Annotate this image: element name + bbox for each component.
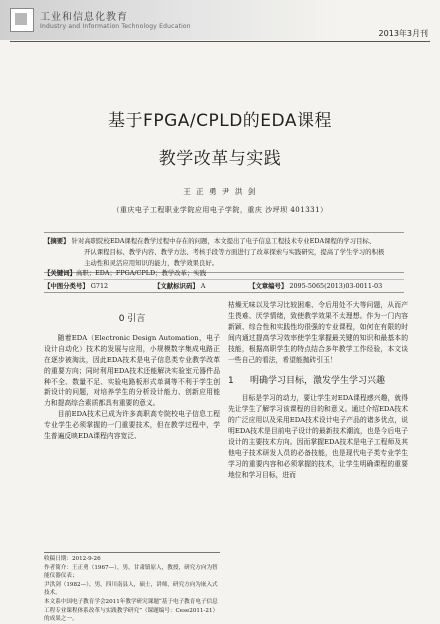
doc-code-label: 【文献标识码】 <box>154 282 199 290</box>
abstract-line: 开认课程目标、教学内容、教学方法、考核手段等方面进行了改革探索与实践研究，提高了学生学习的积极 <box>84 248 385 256</box>
right-column <box>228 300 408 481</box>
keywords <box>44 268 404 280</box>
keywords-text: 高职；EDA；FPGA/CPLD；教学改革；实践 <box>75 269 207 277</box>
journal-logo <box>10 8 34 32</box>
footnote-line: 作者简介：王正勇（1967—），男，甘肃镇原人，教授，研究方向为智能仪器仪表； <box>44 564 218 580</box>
issue-date: 2013年3月刊 <box>378 29 428 38</box>
footnote-line: 收稿日期：2012-9-26 <box>44 556 101 562</box>
header-divider <box>10 41 430 42</box>
paragraph: 目前EDA技术已成为许多高职高专院校电子信息工程专业学生必须掌握的一门重要技术，但在教学过程中，学生普遍反映EDA课程内容宽泛、 <box>44 410 220 441</box>
journal-name: 工业和信息化教育 <box>40 12 128 23</box>
left-column <box>44 300 220 442</box>
footnote <box>44 552 220 624</box>
section-heading-intro: 0 引言 <box>118 314 146 324</box>
paper-title-line1: 基于FPGA/CPLD的EDA课程 <box>108 111 332 131</box>
keywords-label: 【关键词】 <box>44 269 76 277</box>
cls-value: G712 <box>90 282 109 290</box>
article-id-value: 2095-5065(2013)03-0011-03 <box>289 282 383 290</box>
paragraph: 随着EDA（Electronic Design Automation，电子设计自动化）技术的发展与应用，小规模数字集成电路正在逐步被淘汰，因此EDA技术是电子信息类专业教学改革的重要方向；同时利用EDA技术还能解决实验室元器件品种不全、数量不足、实验电路板形式单调等不利于学生创新设计的问题，对培养学生的分析设计能力、创新应用能力和提高综合素质都具有重要的意义。 <box>44 333 220 408</box>
abstract <box>44 232 404 273</box>
journal-english-name: Industry and Information Technology Education <box>40 23 191 30</box>
doc-code-value: A <box>200 282 206 290</box>
affiliation: （重庆电子工程职业学院应用电子学院，重庆 沙坪坝 401331） <box>112 206 328 214</box>
classification-row <box>44 281 404 293</box>
footnote-line: 本文系中国电子教育学会2011年教学研究课题“基于电子教育电子信息工程专业课程体系改革与实践教学研究”（课题编号：Cese2011-21）的成果之一。 <box>44 598 219 623</box>
abstract-line: 主动性和灵活应用知识的能力，教学效果良好。 <box>84 259 219 267</box>
section-heading-1 <box>228 375 408 387</box>
section-number: 1 <box>228 376 234 387</box>
abstract-line: 针对高职院校EDA课程在教学过程中存在的问题，本文提出了电子信息工程技术专业EDA课程的学习目标、 <box>71 237 376 245</box>
abstract-label: 【摘要】 <box>44 237 70 245</box>
journal-header <box>0 0 440 44</box>
footnote-line: 尹洪剑（1982—），男，四川南县人，硕士，讲师，研究方向为嵌入式技术。 <box>44 581 218 597</box>
paragraph: 枯燥无味以及学习比较困难、令后用处不大等问题，从而产生畏难、厌学情绪，致使教学效果不太理想。作为一门内容新颖、综合性和实践性均很强的专业课程，如何在有限的时间内通过提高学习效率使学生掌握最关键的知识和最基本的技能，根据高职学生的特点结合多年教学工作经验，本文谈一些自己的看法，希望能抛砖引玉！ <box>228 301 408 364</box>
article-id-label: 【文章编号】 <box>249 282 288 290</box>
paper-title-line2: 教学改革与实践 <box>158 149 282 169</box>
cls-label: 【中图分类号】 <box>44 282 89 290</box>
paragraph: 目标是学习的动力，要让学生对EDA课程感兴趣，就得先让学生了解学习该课程的目的和意义。通过介绍EDA技术的广泛应用以及采用EDA技术设计电子产品的诸多优点，说明EDA技术是目前电子设计的最新技术潮流，也是今后电子设计的主要技术方向。因而掌握EDA技术是电子工程师及其他电子技术研发人员的必备技能，也是现代电子类专业学生学习的重要内容和必须掌握的技术，让学生明确课程的重要地位和学习目标，进而 <box>228 394 408 479</box>
section-title: 明确学习目标，激发学生学习兴趣 <box>250 376 386 387</box>
authors: 王 正 勇 尹 洪 剑 <box>183 187 257 196</box>
